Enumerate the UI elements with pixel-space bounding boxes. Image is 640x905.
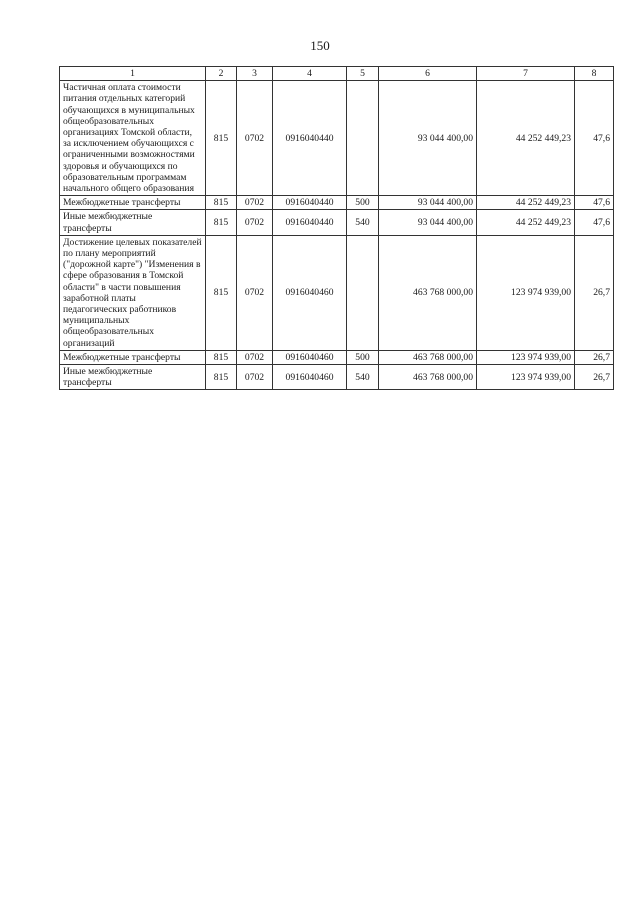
row-fact: 44 252 449,23 (477, 196, 575, 210)
row-percent: 26,7 (575, 350, 614, 364)
row-rzpr: 0702 (237, 81, 273, 196)
row-grbs: 815 (206, 81, 237, 196)
row-name: Иные межбюджетные трансферты (60, 210, 206, 235)
row-csr: 0916040440 (273, 196, 347, 210)
row-plan: 463 768 000,00 (379, 350, 477, 364)
header-cell-2: 2 (206, 67, 237, 81)
row-vr (347, 235, 379, 350)
row-fact: 44 252 449,23 (477, 210, 575, 235)
row-rzpr: 0702 (237, 210, 273, 235)
row-plan: 463 768 000,00 (379, 365, 477, 390)
budget-table (59, 66, 614, 390)
row-grbs: 815 (206, 196, 237, 210)
row-vr: 500 (347, 350, 379, 364)
table-row (60, 196, 614, 210)
row-rzpr: 0702 (237, 365, 273, 390)
header-row (60, 67, 614, 81)
row-percent: 47,6 (575, 196, 614, 210)
table-row (60, 350, 614, 364)
row-plan: 93 044 400,00 (379, 210, 477, 235)
header-cell-4: 4 (273, 67, 347, 81)
row-grbs: 815 (206, 210, 237, 235)
row-percent: 26,7 (575, 235, 614, 350)
header-cell-7: 7 (477, 67, 575, 81)
row-grbs: 815 (206, 235, 237, 350)
header-cell-8: 8 (575, 67, 614, 81)
row-rzpr: 0702 (237, 350, 273, 364)
row-grbs: 815 (206, 350, 237, 364)
row-plan: 93 044 400,00 (379, 81, 477, 196)
row-csr: 0916040440 (273, 210, 347, 235)
row-plan: 93 044 400,00 (379, 196, 477, 210)
header-cell-5: 5 (347, 67, 379, 81)
row-name: Достижение целевых показателей по плану мероприятий ("дорожной карте") "Изменения в сфере образования в Томской области" в части повышения заработной платы педагогических работников муниципальных общеобразовательных организаций (60, 235, 206, 350)
row-percent: 47,6 (575, 210, 614, 235)
row-vr: 500 (347, 196, 379, 210)
row-rzpr: 0702 (237, 196, 273, 210)
row-name: Межбюджетные трансферты (60, 196, 206, 210)
table-row (60, 235, 614, 350)
row-fact: 123 974 939,00 (477, 235, 575, 350)
row-vr: 540 (347, 365, 379, 390)
table-row (60, 81, 614, 196)
row-vr (347, 81, 379, 196)
row-percent: 47,6 (575, 81, 614, 196)
row-fact: 123 974 939,00 (477, 365, 575, 390)
row-csr: 0916040440 (273, 81, 347, 196)
row-fact: 123 974 939,00 (477, 350, 575, 364)
header-cell-3: 3 (237, 67, 273, 81)
page-number: 150 (310, 38, 330, 53)
row-rzpr: 0702 (237, 235, 273, 350)
header-cell-6: 6 (379, 67, 477, 81)
row-csr: 0916040460 (273, 365, 347, 390)
row-grbs: 815 (206, 365, 237, 390)
row-percent: 26,7 (575, 365, 614, 390)
header-cell-1: 1 (60, 67, 206, 81)
row-csr: 0916040460 (273, 350, 347, 364)
row-fact: 44 252 449,23 (477, 81, 575, 196)
row-vr: 540 (347, 210, 379, 235)
row-plan: 463 768 000,00 (379, 235, 477, 350)
row-name: Частичная оплата стоимости питания отдельных категорий обучающихся в муниципальных общеобразовательных организациях Томской области, за исключением обучающихся с ограниченными возможностями здоровья и обучающихся по образовательным программам начального общего образования (60, 81, 206, 196)
row-csr: 0916040460 (273, 235, 347, 350)
row-name: Иные межбюджетные трансферты (60, 365, 206, 390)
table-row (60, 365, 614, 390)
row-name: Межбюджетные трансферты (60, 350, 206, 364)
table-row (60, 210, 614, 235)
